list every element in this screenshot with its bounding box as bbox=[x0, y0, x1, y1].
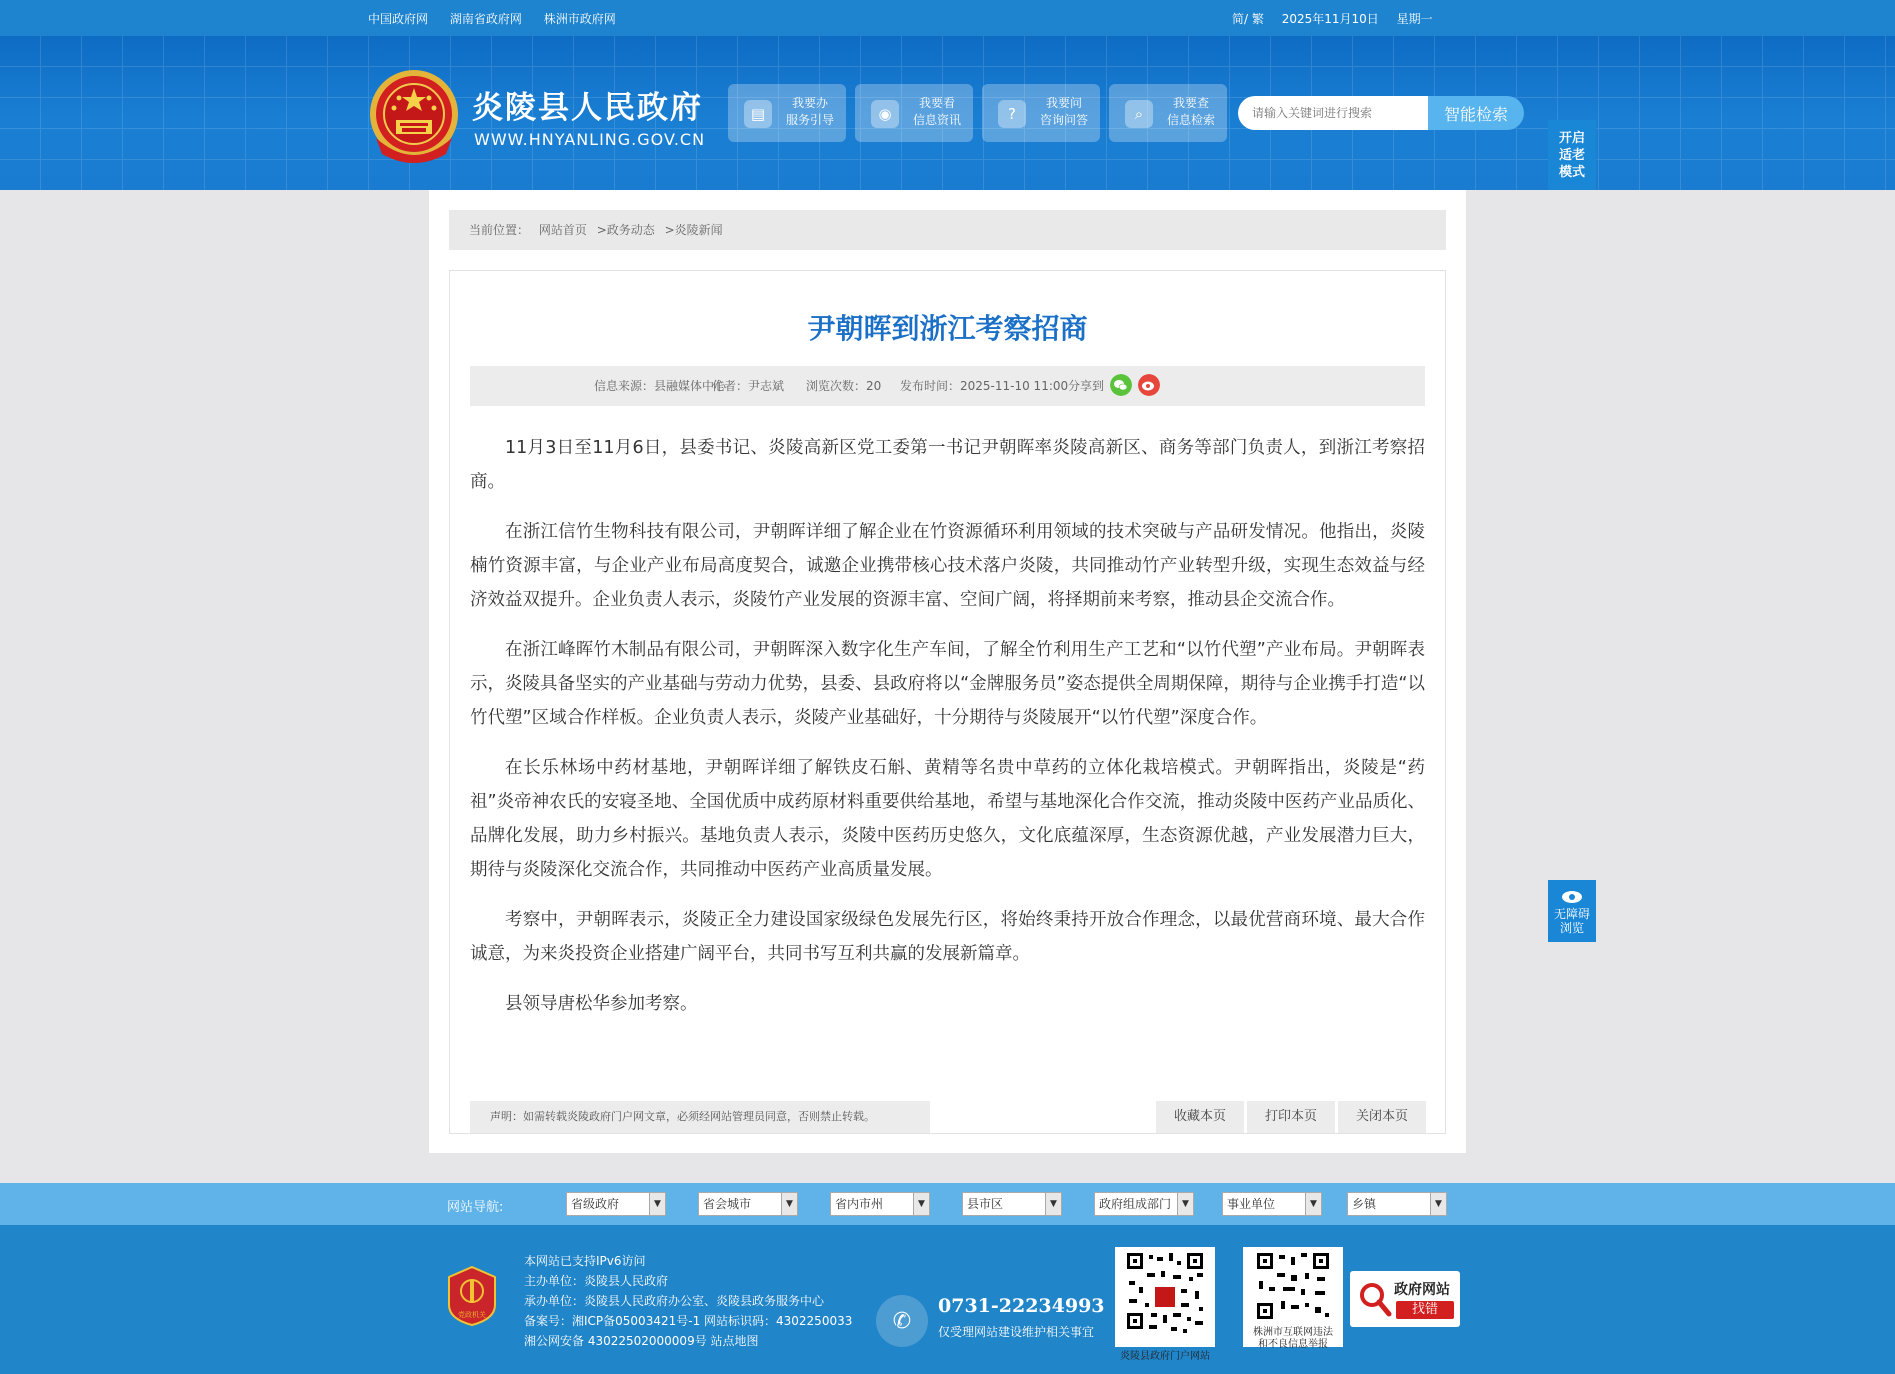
breadcrumb-home[interactable]: 网站首页 bbox=[538, 223, 587, 237]
site-search bbox=[1238, 96, 1524, 130]
elder-mode-label: 适老 bbox=[1558, 148, 1585, 163]
article-paragraph: 在长乐林场中药材基地，尹朝晖详细了解铁皮石斛、黄精等名贵中草药的立体化栽培模式。尹朝晖指出，炎陵是“药祖”炎帝神农氏的安寝圣地、全国优质中成药原材料重要供给基地，希望与基地深化合作交流，推动炎陵中医药产业品质化、品牌化发展，助力乡村振兴。基地负责人表示，炎陵中医药历史悠久，文化底蕴深厚，生态资源优越，产业发展潜力巨大，期待与炎陵深化交流合作，共同推动中医药产业高质量发展。 bbox=[470, 758, 1425, 880]
weibo-share-icon[interactable] bbox=[1138, 374, 1160, 396]
select-capital-cities[interactable] bbox=[698, 1192, 798, 1216]
magnifier-icon bbox=[1358, 1281, 1392, 1317]
site-header bbox=[0, 36, 1895, 190]
quick-button-label: 我要查 bbox=[1173, 96, 1210, 110]
quick-button-consult[interactable] bbox=[982, 84, 1100, 142]
article-meta bbox=[470, 366, 1425, 406]
select-public-institutions[interactable] bbox=[1222, 1192, 1322, 1216]
article-paragraph: 在浙江信竹生物科技有限公司，尹朝晖详细了解企业在竹资源循环利用领域的技术突破与产品研发情况。他指出，炎陵楠竹资源丰富，与企业产业布局高度契合，诚邀企业携带核心技术落户炎陵，共同推动竹产业转型升级，实现生态效益与经济效益双提升。企业负责人表示，炎陵竹产业发展的资源丰富、空间广阔，将择期前来考察，推动县企交流合作。 bbox=[470, 522, 1425, 610]
quick-button-service-guide[interactable] bbox=[728, 84, 846, 142]
quick-button-label: 我要问 bbox=[1046, 96, 1083, 110]
footer-sponsor: 主办单位：炎陵县人民政府 bbox=[524, 1274, 669, 1288]
link-zhuzhou-gov[interactable]: 株洲市政府网 bbox=[543, 12, 616, 26]
accessibility-label: 浏览 bbox=[1559, 921, 1584, 935]
bookmark-page-button[interactable]: 收藏本页 bbox=[1156, 1101, 1244, 1133]
link-hunan-gov[interactable]: 湖南省政府网 bbox=[449, 12, 522, 26]
close-page-button[interactable]: 关闭本页 bbox=[1338, 1101, 1426, 1133]
chevron-down-icon: ▼ bbox=[649, 1193, 665, 1215]
quick-button-sublabel: 服务引导 bbox=[786, 113, 835, 127]
select-value: 县市区 bbox=[967, 1197, 1004, 1211]
lang-switch[interactable]: 简/ 繁 bbox=[1232, 12, 1264, 26]
eye-icon: ◉ bbox=[871, 100, 899, 128]
footer-police-record: 湘公网安备 43022502000009号 站点地图 bbox=[524, 1334, 759, 1348]
select-value: 省内市州 bbox=[835, 1197, 884, 1211]
chevron-down-icon: ▼ bbox=[1177, 1193, 1193, 1215]
article-paragraph: 11月3日至11月6日，县委书记、炎陵高新区党工委第一书记尹朝晖率炎陵高新区、商务等部门负责人，到浙江考察招商。 bbox=[470, 438, 1425, 492]
article-source: 信息来源：县融媒体中心 bbox=[594, 379, 727, 393]
select-value: 省会城市 bbox=[703, 1197, 752, 1211]
report-qr-caption-line: 株洲市互联网违法 bbox=[1253, 1327, 1333, 1338]
elder-mode-label: 模式 bbox=[1558, 165, 1585, 180]
footer-ipv6: 本网站已支持IPv6访问 bbox=[524, 1254, 646, 1268]
top-bar bbox=[0, 0, 1895, 36]
select-value: 政府组成部门 bbox=[1099, 1197, 1172, 1211]
find-error-button[interactable] bbox=[1350, 1271, 1460, 1327]
article-title: 尹朝晖到浙江考察招商 bbox=[807, 312, 1088, 345]
quick-button-label: 我要办 bbox=[792, 96, 829, 110]
national-emblem-icon bbox=[366, 68, 462, 168]
site-navigation-bar bbox=[0, 1183, 1895, 1225]
article-body bbox=[470, 431, 1425, 1037]
select-value: 事业单位 bbox=[1227, 1197, 1276, 1211]
date-text: 2025年11月10日 bbox=[1281, 12, 1379, 26]
document-icon: ▤ bbox=[744, 100, 772, 128]
article-paragraph: 县领导唐松华参加考察。 bbox=[505, 994, 698, 1014]
breadcrumb bbox=[449, 210, 1446, 250]
find-error-label: 找错 bbox=[1396, 1301, 1454, 1319]
quick-button-label: 我要看 bbox=[919, 96, 956, 110]
main-content bbox=[429, 190, 1466, 1153]
accessibility-label: 无障碍 bbox=[1553, 907, 1590, 921]
phone-icon: ✆ bbox=[876, 1295, 928, 1347]
select-counties[interactable] bbox=[962, 1192, 1062, 1216]
report-qr-caption-line: 和不良信息举报 bbox=[1258, 1339, 1328, 1350]
footer-info bbox=[524, 1251, 852, 1351]
article-paragraph: 在浙江峰晖竹木制品有限公司，尹朝晖深入数字化生产车间，了解全竹利用生产工艺和“以竹代塑”产业布局。尹朝晖表示，炎陵具备坚实的产业基础与劳动力优势，县委、县政府将以“金牌服务员”姿态提供全周期保障，期待与企业携手打造“以竹代塑”区域合作样板。企业负责人表示，炎陵产业基础好，十分期待与炎陵展开“以竹代塑”深度合作。 bbox=[470, 640, 1425, 728]
wechat-share-icon[interactable] bbox=[1110, 374, 1132, 396]
select-value: 省级政府 bbox=[571, 1197, 620, 1211]
chevron-down-icon: ▼ bbox=[913, 1193, 929, 1215]
question-icon: ? bbox=[998, 100, 1026, 128]
elder-mode-label: 开启 bbox=[1558, 131, 1585, 146]
top-right bbox=[1232, 10, 1447, 27]
report-qr-caption bbox=[1243, 1327, 1343, 1351]
quick-button-information[interactable] bbox=[855, 84, 973, 142]
article-author: 作者：尹志斌 bbox=[712, 379, 785, 393]
article-paragraph: 考察中，尹朝晖表示，炎陵正全力建设国家级绿色发展先行区，将始终秉持开放合作理念，以最优营商环境、最大合作诚意，为来炎投资企业搭建广阔平台，共同书写互利共赢的发展新篇章。 bbox=[470, 910, 1425, 964]
quick-button-search[interactable] bbox=[1109, 84, 1227, 142]
accessibility-button[interactable] bbox=[1548, 880, 1596, 942]
footer-organizer: 承办单位：炎陵县人民政府办公室、炎陵县政务服务中心 bbox=[524, 1294, 825, 1308]
weekday-text: 星期一 bbox=[1396, 12, 1433, 26]
chevron-down-icon: ▼ bbox=[1045, 1193, 1061, 1215]
breadcrumb-label: 当前位置： bbox=[469, 223, 530, 237]
portal-qr-caption: 炎陵县政府门户网站 bbox=[1120, 1351, 1210, 1362]
article-views: 浏览次数：20 bbox=[806, 379, 882, 393]
link-gov-cn[interactable]: 中国政府网 bbox=[368, 12, 429, 26]
top-links bbox=[368, 10, 634, 27]
contact-phone: 0731-22234993 bbox=[938, 1295, 1105, 1317]
quick-button-sublabel: 咨询问答 bbox=[1040, 113, 1089, 127]
elder-mode-button[interactable] bbox=[1548, 120, 1596, 190]
site-title: 炎陵县人民政府 bbox=[472, 90, 703, 126]
qr-code-icon bbox=[1115, 1247, 1215, 1347]
portal-qr-code bbox=[1115, 1247, 1215, 1362]
breadcrumb-yanling-news[interactable]: >炎陵新闻 bbox=[664, 223, 723, 237]
breadcrumb-news-dynamics[interactable]: >政务动态 bbox=[596, 223, 655, 237]
chevron-down-icon: ▼ bbox=[781, 1193, 797, 1215]
eye-icon bbox=[1561, 890, 1583, 904]
select-prefectures[interactable] bbox=[830, 1192, 930, 1216]
select-gov-departments[interactable] bbox=[1094, 1192, 1194, 1216]
find-error-title: 政府网站 bbox=[1394, 1282, 1450, 1298]
reprint-statement: 声明：如需转载炎陵政府门户网文章，必须经网站管理员同意，否则禁止转载。 bbox=[470, 1101, 930, 1133]
chevron-down-icon: ▼ bbox=[1430, 1193, 1446, 1215]
qr-code-icon bbox=[1243, 1247, 1343, 1337]
select-value: 乡镇 bbox=[1352, 1197, 1377, 1211]
contact-phone-note: 仅受理网站建设维护相关事宜 bbox=[938, 1325, 1095, 1339]
search-input[interactable] bbox=[1238, 96, 1428, 130]
article bbox=[449, 270, 1446, 1134]
article-publish-time: 发布时间：2025-11-10 11:00 bbox=[900, 379, 1069, 393]
select-provincial-gov[interactable] bbox=[566, 1192, 666, 1216]
report-qr-code bbox=[1243, 1247, 1343, 1350]
print-page-button[interactable]: 打印本页 bbox=[1247, 1101, 1335, 1133]
site-nav-label: 网站导航: bbox=[447, 1200, 504, 1215]
site-url: WWW.HNYANLING.GOV.CN bbox=[474, 130, 706, 149]
badge-text: 党政机关 bbox=[458, 1311, 486, 1319]
chevron-down-icon: ▼ bbox=[1305, 1193, 1321, 1215]
select-townships[interactable] bbox=[1347, 1192, 1447, 1216]
site-footer bbox=[0, 1225, 1895, 1374]
smart-search-button[interactable]: 智能检索 bbox=[1428, 96, 1524, 130]
share-label: 分享到 bbox=[1068, 379, 1105, 393]
footer-icp: 备案号：湘ICP备05003421号-1 网站标识码：4302250033 bbox=[524, 1314, 853, 1328]
search-icon: ⌕ bbox=[1125, 100, 1153, 128]
quick-button-sublabel: 信息资讯 bbox=[913, 113, 962, 127]
quick-button-sublabel: 信息检索 bbox=[1167, 113, 1216, 127]
party-gov-badge-icon[interactable] bbox=[447, 1265, 497, 1327]
